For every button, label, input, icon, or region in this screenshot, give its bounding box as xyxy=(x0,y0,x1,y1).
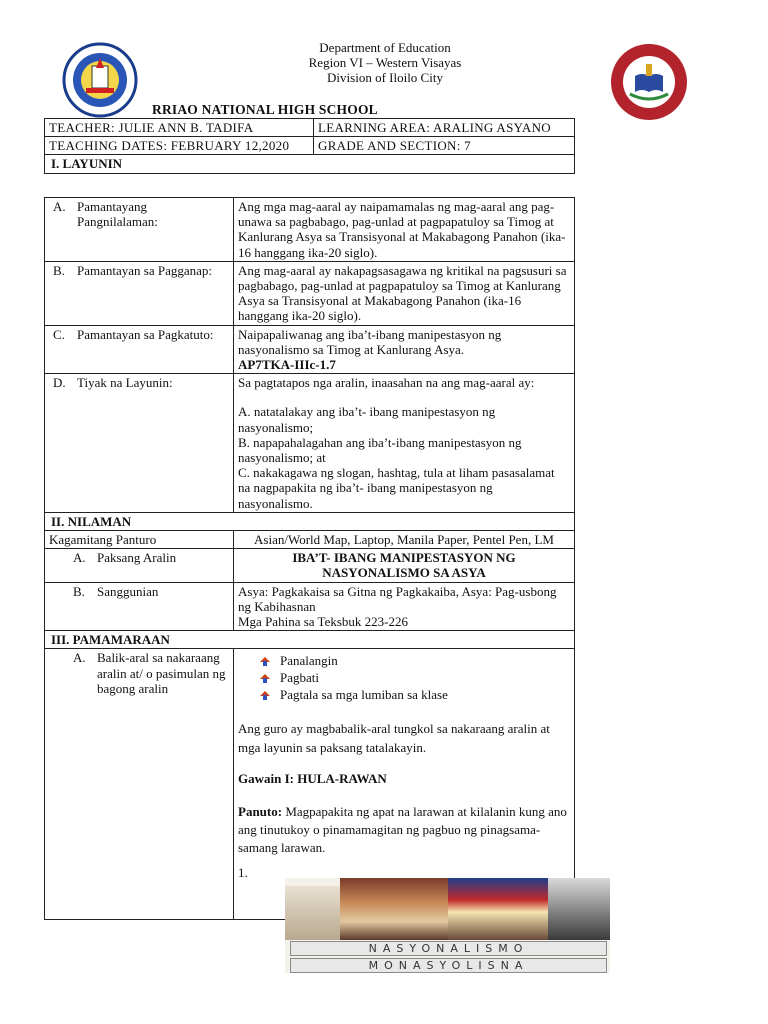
grade-section-cell: GRADE AND SECTION: 7 xyxy=(314,137,575,155)
school-seal-icon xyxy=(600,42,698,122)
department-line: Department of Education xyxy=(319,40,451,55)
section-nilaman xyxy=(45,512,575,530)
row-letter: C. xyxy=(53,326,65,342)
row-label: Pamantayang Pangnilalaman: xyxy=(77,199,158,230)
lesson-plan-table xyxy=(44,118,575,174)
row-pamantayan-pagganap xyxy=(45,261,575,325)
row-tiyak-na-layunin xyxy=(45,374,575,513)
section-title-layunin: I. LAYUNIN xyxy=(45,155,575,173)
image-panel-portrait xyxy=(548,878,610,940)
section-title-pamamaraan: III. PAMAMARAAN xyxy=(45,631,575,649)
objective-c: C. nakakagawa ng slogan, hashtag, tula at liham pasasalamat na nagpapakita ng iba’t- ibang manipestasyon ng nasyonalismo. xyxy=(238,465,555,511)
row-label: Kagamitang Panturo xyxy=(45,531,234,549)
row-label: Sanggunian xyxy=(97,583,159,599)
row-label: Tiyak na Layunin: xyxy=(77,375,173,391)
scrambled-word: MONASYOLISNA xyxy=(290,958,607,973)
row-letter: B. xyxy=(73,583,85,599)
row-label: Paksang Aralin xyxy=(97,550,177,566)
topic-title: IBA’T- IBANG MANIPESTASYON NG NASYONALISMO SA ASYA xyxy=(234,549,575,582)
deped-seal-logo xyxy=(42,42,158,118)
school-name: RRIAO NATIONAL HIGH SCHOOL xyxy=(152,102,378,117)
row-content: Naipapaliwanag ang iba’t-ibang manipestasyon ng nasyonalismo sa Timog at Kanlurang Asya. xyxy=(238,326,502,357)
image-panel-flag xyxy=(448,878,548,940)
objective-b: B. napapahalagahan ang iba’t-ibang manipestasyon ng nasyonalismo; at xyxy=(238,434,522,466)
arrow-bullet-icon xyxy=(260,672,270,684)
teaching-dates-cell: TEACHING DATES: FEBRUARY 12,2020 xyxy=(45,137,314,155)
review-text: Ang guro ay magbabalik-aral tungkol sa nakaraang aralin at mga layunin sa paksang tatalakayin. xyxy=(238,721,550,756)
row-sanggunian xyxy=(45,582,575,631)
list-item: Pagbati xyxy=(238,669,570,686)
reference-books: Asya: Pagkakaisa sa Gitna ng Pagkakaiba, Asya: Pag-usbong ng Kabihasnan xyxy=(238,583,557,614)
image-panel-left xyxy=(285,886,340,940)
row-pamantayan-pagkatuto xyxy=(45,325,575,374)
lesson-body-table xyxy=(44,197,575,920)
row-label: Pamantayan sa Pagkatuto: xyxy=(77,326,214,342)
row-pamantayang-pangnilalaman xyxy=(45,198,575,262)
section-layunin xyxy=(45,155,575,173)
meta-row-1 xyxy=(45,119,575,137)
objective-a: A. natatalakay ang iba’t- ibang manipestasyon ng nasyonalismo; xyxy=(238,404,496,435)
hula-rawan-image xyxy=(285,878,610,973)
row-label: Pamantayan sa Pagganap: xyxy=(77,262,213,278)
row-letter: A. xyxy=(73,550,86,566)
reference-pages: Mga Pahina sa Teksbuk 223-226 xyxy=(238,614,408,630)
meta-row-2 xyxy=(45,137,575,155)
image-panel-crowd xyxy=(340,878,448,940)
row-content: Ang mga mag-aaral ay naipamamalas ng mag-aaral ang pag-unawa sa pagbabago, pag-unlad at pagpapatuloy sa Timog at Kanlurang Asya sa Transisyonal at Makabagong Panahon (ika-16 hanggang ika-20 siglo). xyxy=(234,198,575,262)
learning-area-cell: LEARNING AREA: ARALING ASYANO xyxy=(314,119,575,137)
row-letter: D. xyxy=(53,375,66,391)
objectives-intro: Sa pagtatapos nga aralin, inaasahan na ang mag-aaral ay: xyxy=(238,375,535,391)
row-content: Asian/World Map, Laptop, Manila Paper, Pentel Pen, LM xyxy=(234,531,575,549)
list-item: Panalangin xyxy=(238,652,570,669)
school-seal-logo xyxy=(600,42,698,122)
list-item: Pagtala sa mga lumiban sa klase xyxy=(238,686,570,703)
opening-activities xyxy=(238,652,570,703)
section-title-nilaman: II. NILAMAN xyxy=(45,512,575,530)
region-line: Region VI – Western Visayas xyxy=(308,55,462,70)
row-letter: B. xyxy=(53,262,65,278)
arrow-bullet-icon xyxy=(260,689,270,701)
row-content: Ang mag-aaral ay nakapagsasagawa ng kritikal na pagsusuri sa pagbabago, pag-unlad at pagpapatuloy sa Timog at Kanlurang Asya sa Transisyonal at Makabagong Panahon (ika-16 hanggang ika-20 siglo). xyxy=(234,261,575,325)
section-pamamaraan xyxy=(45,631,575,649)
item-number: 1. xyxy=(238,864,248,880)
row-letter: A. xyxy=(73,650,86,666)
instructions: Panuto: Magpapakita ng apat na larawan at kilalanin kung ano ang tinutukoy o pinamamagitan ng pagbuo ng pinagsama-samang larawan. xyxy=(238,803,567,855)
competency-code: AP7TKA-IIIc-1.7 xyxy=(238,357,336,373)
row-label: Balik-aral sa nakaraang aralin at/ o pasimulan ng bagong aralin xyxy=(97,650,226,696)
row-kagamitan xyxy=(45,531,575,549)
row-letter: A. xyxy=(53,199,66,214)
deped-seal-icon xyxy=(42,42,158,118)
row-paksang-aralin xyxy=(45,549,575,582)
activity-title: Gawain I: HULA-RAWAN xyxy=(238,771,387,787)
answer-word: NASYONALISMO xyxy=(290,941,607,956)
teacher-cell: TEACHER: JULIE ANN B. TADIFA xyxy=(45,119,314,137)
arrow-bullet-icon xyxy=(260,655,270,667)
office-header xyxy=(230,40,540,85)
division-line: Division of Iloilo City xyxy=(327,70,443,85)
